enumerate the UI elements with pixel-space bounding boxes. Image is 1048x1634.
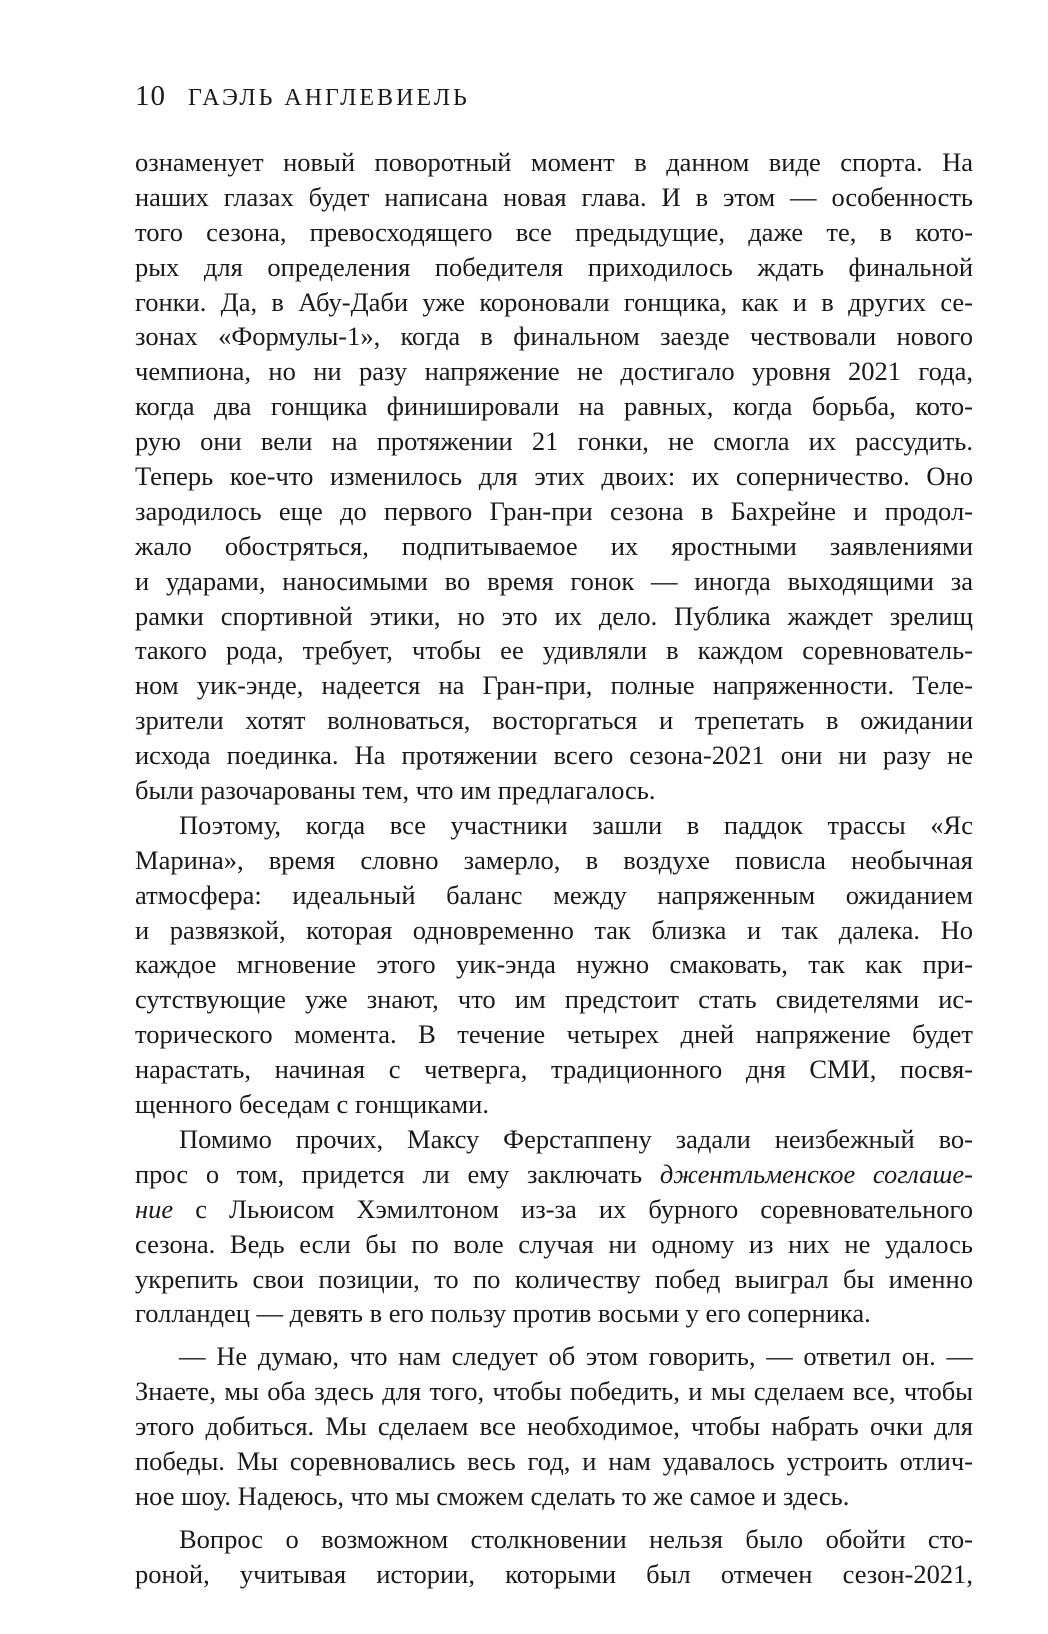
text-line: Поэтому, когда все участники зашли в паддок трассы «Яс (179, 809, 973, 840)
text-line: голландец — девять в его пользу против восьми у его соперника. (135, 1298, 871, 1329)
text-line (135, 1157, 973, 1192)
text-line: наших глазах будет написана новая глава. И в этом — особенность (135, 181, 973, 212)
text-line: роной, учитывая истории, которыми был отмечен сезон-2021, (135, 1558, 973, 1589)
text-line: и ударами, наносимыми во время гонок — иногда выходящими за (135, 565, 973, 596)
paragraph-1 (135, 145, 973, 808)
text-line: ном уик-энде, надеется на Гран-при, полные напряженности. Теле- (135, 670, 973, 701)
text-line: ознаменует новый поворотный момент в данном виде спорта. На (135, 147, 973, 177)
paragraph-5 (135, 1522, 973, 1592)
text-line (135, 1192, 973, 1227)
text-line: победы. Мы соревновались весь год, и нам удавалось устроить отлич- (135, 1445, 973, 1476)
paragraph-3 (135, 1122, 973, 1331)
text-line: чемпиона, но ни разу напряжение не достигало уровня 2021 года, (135, 356, 973, 387)
text-line: зародилось еще до первого Гран-при сезона в Бахрейне и продол- (135, 495, 973, 526)
text-line: Теперь кое-что изменилось для этих двоих: их соперничество. Оно (135, 461, 973, 492)
page-number: 10 (135, 80, 166, 112)
running-head-author: ГАЭЛЬ АНГЛЕВИЕЛЬ (188, 85, 470, 111)
text-line: того сезона, превосходящего все предыдущие, даже те, в кото- (135, 216, 973, 247)
paragraph-gap (135, 1514, 973, 1522)
text-line: ное шоу. Надеюсь, что мы сможем сделать то же самое и здесь. (135, 1480, 850, 1511)
text-line: каждое мгновение этого уик-энда нужно смаковать, так как при- (135, 949, 973, 980)
text-line: — Не думаю, что нам следует об этом говорить, — ответил он. — (179, 1341, 973, 1372)
text-line: были разочарованы тем, что им предлагалось. (135, 775, 656, 806)
text-line: нарастать, начиная с четверга, традиционного дня СМИ, посвя- (135, 1054, 973, 1085)
paragraph-2 (135, 808, 973, 1122)
text-line: исхода поединка. На протяжении всего сезона-2021 они ни разу не (135, 740, 973, 771)
italic-phrase: джентльменское соглаше- (659, 1158, 973, 1189)
text-line: зрители хотят волноваться, восторгаться и трепетать в ожидании (135, 705, 973, 736)
text-line: сутствующие уже знают, что им предстоит стать свидетелями ис- (135, 984, 973, 1015)
paragraph-4 (135, 1339, 973, 1513)
text-line: сезона. Ведь если бы по воле случая ни одному из них не удалось (135, 1228, 973, 1259)
text-line: рую они вели на протяжении 21 гонки, не смогла их рассудить. (135, 426, 973, 457)
paragraph-gap (135, 1331, 973, 1339)
text-line: этого добиться. Мы сделаем все необходимое, чтобы набрать очки для (135, 1411, 973, 1442)
text-segment: прос о том, придется ли ему заключать (135, 1158, 660, 1189)
text-line: торического момента. В течение четырех дней напряжение будет (135, 1019, 973, 1050)
text-segment: с Льюисом Хэмилтоном из-за их бурного соревновательного (173, 1193, 973, 1224)
text-line: Знаете, мы оба здесь для того, чтобы победить, и мы сделаем все, чтобы (135, 1376, 973, 1407)
text-line: щенного беседам с гонщиками. (135, 1089, 489, 1120)
text-line: гонки. Да, в Абу-Даби уже короновали гонщика, как и в других се- (135, 286, 973, 317)
text-line: жало обостряться, подпитываемое их яростными заявлениями (135, 530, 973, 561)
text-line: зонах «Формулы-1», когда в финальном заезде чествовали нового (135, 321, 973, 352)
italic-phrase: ние (135, 1193, 174, 1224)
text-line: рых для определения победителя приходилось ждать финальной (135, 251, 973, 282)
text-line: такого рода, требует, чтобы ее удивляли в каждом соревнователь- (135, 635, 973, 666)
running-head (135, 78, 470, 116)
text-line: укрепить свои позиции, то по количеству побед выиграл бы именно (135, 1263, 973, 1294)
text-line: атмосфера: идеальный баланс между напряженным ожиданием (135, 879, 973, 910)
text-line: Помимо прочих, Максу Ферстаппену задали неизбежный во- (179, 1123, 973, 1154)
text-line: когда два гонщика финишировали на равных, когда борьба, кото- (135, 391, 973, 422)
text-line: и развязкой, которая одновременно так близка и так далека. Но (135, 914, 973, 945)
body-text (135, 145, 973, 1592)
text-line: Вопрос о возможном столкновении нельзя было обойти сто- (179, 1523, 973, 1554)
text-line: рамки спортивной этики, но это их дело. Публика жаждет зрелищ (135, 600, 973, 631)
text-line: Марина», время словно замерло, в воздухе повисла необычная (135, 844, 973, 875)
